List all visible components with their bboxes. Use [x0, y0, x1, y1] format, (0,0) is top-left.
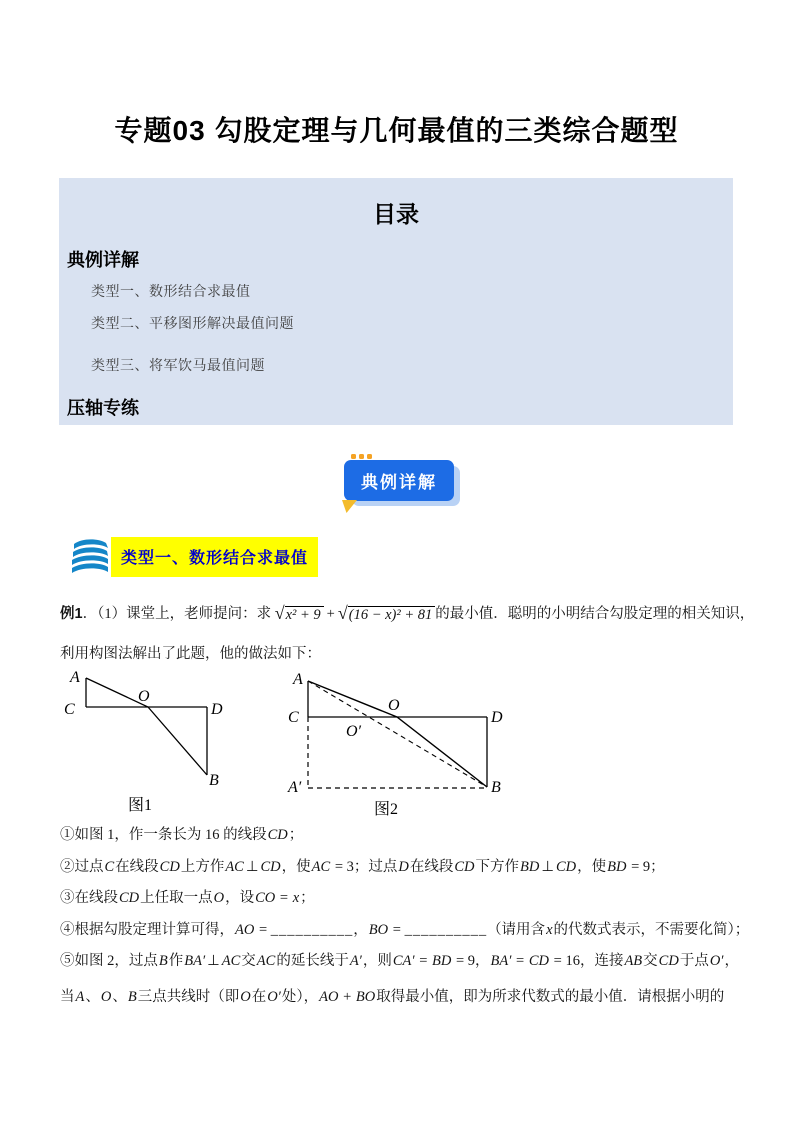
toc-section-practice: 压轴专练	[67, 398, 139, 418]
fig2-label-B: B	[491, 779, 501, 796]
step-1: ①如图 1，作一条长为 16 的线段CD；	[60, 827, 304, 843]
fig2-caption: 图2	[373, 801, 399, 818]
fig1-label-O: O	[138, 688, 150, 705]
step-3: ③在线段CD上任取一点O，设CO = x；	[60, 890, 315, 907]
type1-heading-label: 类型一、数形结合求最值	[111, 537, 318, 577]
figure-1	[58, 666, 238, 818]
sqrt-expression-1: √x² + 9	[275, 593, 324, 635]
toc-item-type1: 类型一、数形结合求最值	[91, 285, 251, 300]
table-of-contents	[59, 178, 733, 425]
fig1-label-B: B	[209, 772, 219, 789]
example-number: 例1	[60, 606, 83, 622]
step-5-continued: 当A、O、B三点共线时（即O在O′处），AO + BO取得最小值，即为所求代数式的最小值．请根据小明的	[60, 988, 725, 1005]
badge-fold-decoration	[342, 500, 357, 513]
fig1-label-D: D	[211, 701, 223, 718]
solution-steps	[60, 820, 760, 1014]
figure-2	[286, 664, 508, 822]
step-5: ⑤如图 2，过点B作BA′ ⊥ AC交AC的延长线于A′，则CA′ = BD = 9，BA′ = CD = 16，连接AB交CD于点O′，	[60, 953, 739, 970]
books-icon	[68, 534, 112, 578]
toc-section-examples: 典例详解	[67, 250, 139, 270]
fig1-label-C: C	[64, 701, 75, 718]
example-intro-line1: 例1．（1）课堂上，老师提问：求 √x² + 9 + √(16 − x)² + 81 的最小值．聪明的小明结合勾股定理的相关知识，	[60, 592, 742, 634]
badge-label: 典例详解	[344, 460, 454, 501]
sqrt-expression-2: √(16 − x)² + 81	[338, 593, 435, 635]
fig2-label-A: A	[293, 671, 303, 688]
example-intro-line2: 利用构图法解出了此题，他的做法如下：	[60, 646, 321, 662]
fig2-label-O: O	[388, 697, 400, 714]
toc-item-type2: 类型二、平移图形解决最值问题	[91, 317, 294, 332]
fig2-label-D: D	[491, 709, 503, 726]
page-title: 专题03 勾股定理与几何最值的三类综合题型	[114, 114, 679, 146]
fig1-caption: 图1	[127, 797, 153, 814]
step-4: ④根据勾股定理计算可得，AO = __________，BO = __________（请用含x的代数式表示，不需要化简）；	[60, 921, 750, 938]
fig2-label-C: C	[288, 709, 299, 726]
example-1-intro	[60, 592, 755, 674]
fig2-label-O-prime: O′	[346, 723, 362, 740]
fig1-label-A: A	[70, 669, 80, 686]
toc-title: 目录	[373, 201, 419, 227]
toc-item-type3: 类型三、将军饮马最值问题	[91, 359, 265, 374]
step-2: ②过点C在线段CD上方作AC ⊥ CD，使AC = 3；过点D在线段CD下方作BD ⊥ CD，使BD = 9；	[60, 858, 665, 875]
badge-dots-decoration	[351, 454, 372, 459]
section-badge	[344, 456, 466, 514]
fig2-label-A-prime: A′	[288, 779, 302, 796]
